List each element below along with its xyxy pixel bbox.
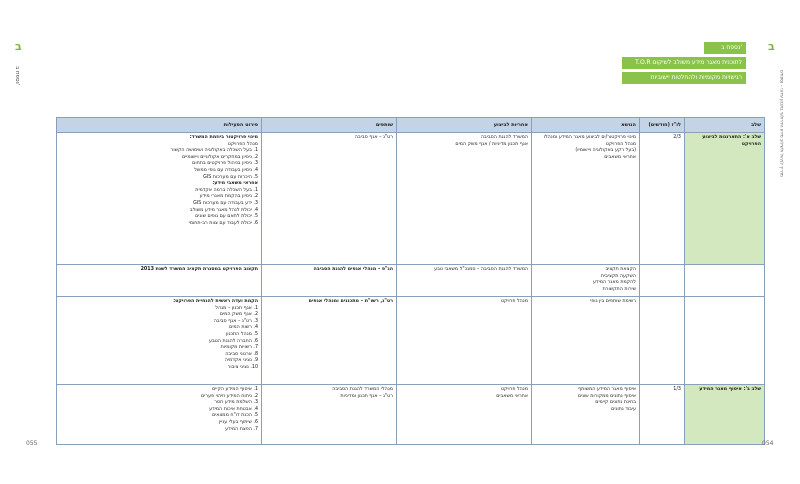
subject-line: מנהל הפרויקט — [605, 141, 636, 147]
duration-cell: 2/3 — [640, 133, 685, 265]
partners-line: רט"ג – אגף סביבה — [354, 135, 393, 140]
responsible-line: מנהל פרויקט — [500, 299, 528, 304]
details-cell — [57, 265, 262, 297]
header-duration: לו"ז (חודשים) — [640, 118, 685, 133]
permits-banner: רגישויות מקומיות ולהחלטות יישוביות — [622, 72, 746, 84]
details-line: אחראי משאבי מידע: — [212, 181, 258, 187]
responsible-line: מנהל פרויקט — [500, 387, 528, 392]
subject-line: הקצאת תקציב — [605, 267, 636, 272]
details-line: 2. אגף משק המים — [219, 312, 258, 318]
details-line: 2. ניסיון בהקמת מאגרי מידע — [199, 194, 258, 200]
subject-line: רשימת שותפים בין גופי — [590, 299, 636, 304]
duration-cell: 1/3 — [640, 385, 685, 445]
details-line: 3. השלמת מידע חסר — [214, 400, 258, 406]
partners-line: רט"ג, רשו"ת – מתכננים ומנהלי אגפים — [308, 299, 393, 304]
section-letter-right: ב — [768, 40, 775, 53]
details-line: 10. נציגי ציבור — [227, 364, 258, 370]
side-caption-right: מדריך לניהול ולשילוב מידע הידרולוגי בתכנון עירוני – נספחים — [779, 70, 785, 177]
table-row — [57, 385, 765, 445]
details-line: 2. ניסיון במחקרים אקולוגיים ויישומיים — [181, 154, 258, 160]
section-letter-left: ב — [15, 40, 22, 53]
subject-line: השקעה תקציבית — [600, 273, 636, 279]
details-line: 3. ניסיון בניהול פרויקטים בתחום — [192, 161, 258, 167]
details-line: 3. רט"ג – אגף סביבה — [213, 318, 258, 324]
responsible-cell — [397, 297, 532, 385]
details-line: 6. החברה להגנת הטבע — [209, 338, 258, 344]
subject-line: עיבוד נתונים — [611, 406, 636, 412]
subject-line: איסוף מאגר המידע המשותף — [578, 387, 636, 392]
stage-cell: שלב א': התארגנות לביצוע הפרויקט — [685, 133, 765, 265]
partners-cell — [262, 297, 397, 385]
details-line: 5. יכולת לתאם עם גופים שונים — [195, 214, 258, 220]
subject-line: שירות התקשורת — [602, 286, 636, 292]
details-line: 7. רשויות מקומיות — [220, 345, 258, 351]
header-partners: שותפים — [262, 118, 397, 133]
details-line: הקמת ועדה ראשית להנחיית הפרויקט: — [173, 299, 258, 304]
details-line: 6. שיתוף בעלי עניין — [218, 419, 258, 425]
subject-cell — [532, 297, 640, 385]
subject-cell — [532, 385, 640, 445]
table-row — [57, 133, 765, 265]
details-cell — [57, 133, 262, 265]
details-line: תקצוב הפרויקט במסגרת תקציב המשרד לשנת 2013 — [140, 267, 258, 272]
side-caption-left: נספח ב' — [14, 66, 20, 86]
details-cell — [57, 385, 262, 445]
details-line: 1. בעל השכלה ברמה אקדמית — [195, 187, 258, 193]
details-line: 5. מנהל התכנון — [225, 331, 258, 337]
details-cell — [57, 297, 262, 385]
responsible-line: אגף תכנון מדיניות / אגף משק המים — [455, 141, 528, 147]
page-number-left: 055 — [26, 440, 38, 447]
partners-cell — [262, 133, 397, 265]
duration-cell — [640, 297, 685, 385]
details-line: 1. בעל השכלה באקולוגיה ושימושה הקשור — [170, 148, 258, 154]
details-line: 2. ניתוח המידע וזיהוי פערים — [201, 393, 258, 399]
responsible-cell — [397, 133, 532, 265]
details-line: 4. ניסיון בעבודה עם גופי ממשל — [194, 167, 258, 173]
subject-line: בחינת נתונים קיימים — [595, 400, 636, 406]
partners-cell — [262, 265, 397, 297]
table-header-row — [57, 118, 765, 133]
duration-cell — [640, 265, 685, 297]
details-line: 4. אבטחת איכות המידע — [209, 406, 258, 412]
subject-line: אחראי משאבים — [604, 154, 636, 160]
details-line: 1. איסוף המידע הקיים — [212, 387, 258, 392]
activity-table — [56, 117, 765, 445]
header-details: פירוט הפעילות — [57, 118, 262, 133]
header-stage: שלב — [685, 118, 765, 133]
details-line: 6. יכולת לעבוד עם צוות רב-תחומי — [188, 220, 258, 226]
details-line: מינוי פרויקטור ביוזמת המשרד: — [189, 135, 258, 140]
details-line: 5. היכרות עם מערכות GIS — [203, 174, 258, 180]
details-line: 1. אגף תכנון – מנהל — [215, 305, 258, 311]
details-line: 9. נציגי אקדמיה — [224, 358, 258, 364]
responsible-line: המשרד להגנת הסביבה – סמנכ"ל משאבי טבע — [434, 267, 528, 272]
responsible-cell — [397, 385, 532, 445]
header-responsible: אחריות לביצוע — [397, 118, 532, 133]
table-row — [57, 297, 765, 385]
details-line: מנהל הפרויקט — [227, 141, 258, 147]
subject-line: מינוי פרויקטור/ים לביצוע מאגר המידע ומנהלו — [543, 135, 636, 140]
subject-line: להקמת מאגר המידע — [593, 280, 636, 286]
partners-cell — [262, 385, 397, 445]
tor-banner: T.O.R לתוכנית מאגר מידע משולב לשיקום — [622, 57, 746, 69]
stage-cell: שלב ב': איסוף מאגר המידע — [685, 385, 765, 445]
table-row — [57, 265, 765, 297]
subject-cell — [532, 133, 640, 265]
stage-cell — [685, 297, 765, 385]
partners-line: רט"ג – אגף תכנון ומדיניות — [340, 393, 393, 399]
subject-line: איסוף נתונים ממקורות שונים — [577, 393, 636, 399]
responsible-cell — [397, 265, 532, 297]
stage-cell — [685, 265, 765, 297]
details-line: 4. יכולת לנהל מאגר מידע משולב — [189, 207, 258, 213]
subject-cell — [532, 265, 640, 297]
subject-line: (בעל רקע באקולוגיה ויישומיו) — [575, 148, 636, 154]
partners-line: הג"פ – מנהלי אגפים להגנת הסביבה — [313, 267, 393, 272]
details-line: 5. הכנת דו"ח ממצאים — [212, 413, 258, 419]
header-subject: הנושא — [532, 118, 640, 133]
details-line: 8. ארגוני סביבה — [225, 351, 258, 357]
page-number-right: 054 — [762, 440, 774, 447]
partners-line: מנהלי המשרד להגנת הסביבה — [332, 387, 393, 392]
details-line: 7. הפצת המידע — [225, 426, 258, 432]
details-line: 3. ידע בעבודה עם מערכות GIS — [193, 200, 258, 206]
responsible-line: המשרד להגנת הסביבה — [480, 135, 528, 140]
details-line: 4. רשות המים — [229, 325, 258, 331]
responsible-line: אחראי משאבים — [496, 393, 528, 399]
appendix-banner: נספח ב' — [704, 42, 746, 54]
